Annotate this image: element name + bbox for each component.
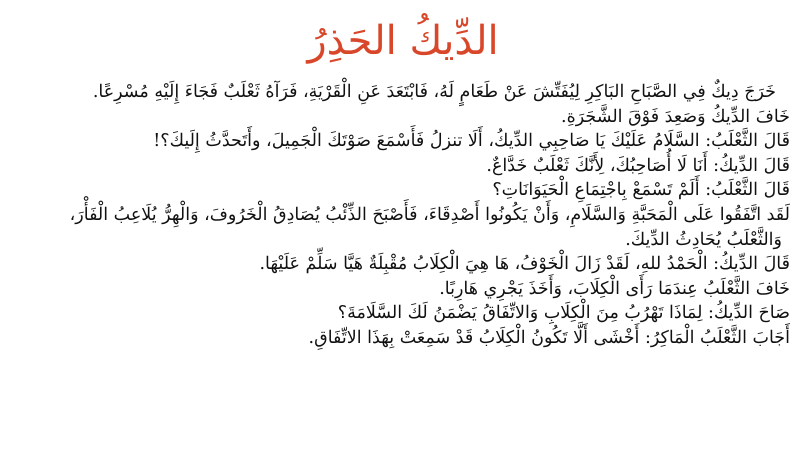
story-line: خَافَ الثَّعْلَبُ عِندَمَا رَأَى الْكِلَابَ، وَأَخَذَ يَجْرِي هَارِبًا.	[439, 278, 790, 299]
story-line: لَقَد اتَّفَقُوا عَلَى الْمَحَبَّةِ وَالسَّلَامِ، وَأَنْ يَكُونُوا أَصْدِقَاءَ، فَأَصْبَحَ الذِّئْبُ يُصَادِقُ الْخَرُوفَ، وَالْهِرُّ يُلَاعِبُ الْفَأْرَ،	[69, 204, 790, 225]
story-line: قَالَ الثَّعْلَبُ: السَّلَامُ عَلَيْكَ يَا صَاحِبِي الدِّيكُ، أَلَا تنزلُ فَأَسْمَعَ صَوْتَكَ الْجَمِيلَ، وأَتَحدَّثُ إِلَيكَ؟!	[153, 131, 790, 152]
story-line: أَجَابَ الثَّعْلَبُ الْمَاكِرُ: أَخْشَى أَلَّا تَكُونُ الْكِلَابُ قَدْ سَمِعَتْ بِهَذَا الاتِّفَاقِ.	[308, 327, 790, 348]
story-text	[16, 80, 790, 351]
story-line: خَرَجَ دِيكٌ فِي الصَّبَاحِ البَاكِرِ لِيُفَتِّشَ عَنْ طَعَامٍ لَهُ، فَابْتَعَدَ عَنِ الْقَرْيَةِ، فَرَآهُ ثَعْلَبٌ فَجَاءَ إِلَيْهِ مُسْرِعًا.	[92, 82, 776, 102]
story-line: صَاحَ الدِّيكُ: لِمَاذَا تَهْرُبُ مِنَ الْكِلَابِ وَالاتِّفَاقُ يَضْمَنُ لَكَ السَّلَامَةَ؟	[337, 303, 790, 324]
story-line: قَالَ الثَّعْلَبُ: أَلَمْ تَسْمَعْ بِاجْتِمَاعِ الْحَيَوَانَاتِ؟	[492, 180, 790, 201]
story-line: وَالثَّعْلَبُ يُحَادِثُ الدِّيكَ.	[625, 229, 782, 250]
story-line: خَافَ الدِّيكُ وَصَعِدَ فَوْقَ الشَّجَرَةِ.	[561, 106, 790, 127]
story-line: قَالَ الدِّيكُ: أَنَا لَا أُصَاحِبُكَ، لِأَنَّكَ ثَعْلَبٌ خَدَّاعٌ.	[486, 155, 790, 176]
story-title: الدِّيكُ الحَذِرُ	[307, 18, 499, 64]
story-line: قَالَ الدِّيكُ: الْحَمْدُ للهِ، لَقَدْ زَالَ الْخَوْفُ، هَا هِيَ الْكِلَابُ مُقْبِلَةٌ هَيَّا سَلِّمْ عَلَيْهَا.	[259, 254, 790, 275]
